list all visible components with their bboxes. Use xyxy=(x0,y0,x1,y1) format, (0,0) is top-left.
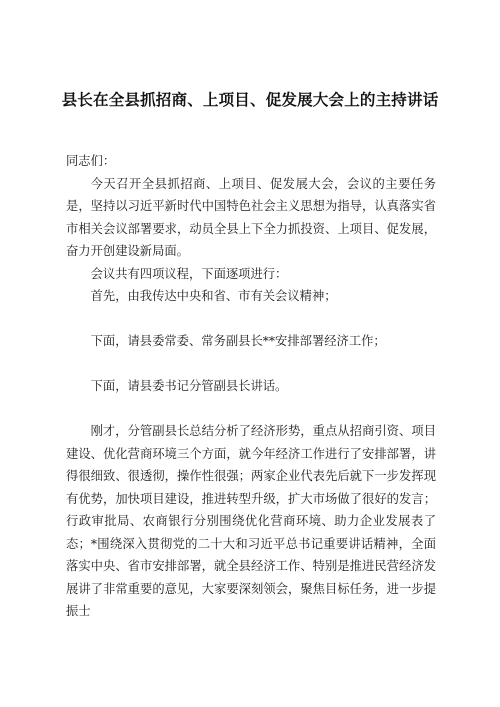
paragraph-intro: 今天召开全县抓招商、上项目、促发展大会，会议的主要任务是，坚持以习近平新时代中国特色社会主义思想为指导，认真落实省市相关会议部署要求，动员全县上下全力抓投资、上项目、促发展，奋力开创建设新局面。 xyxy=(66,176,436,258)
salutation: 同志们： xyxy=(66,154,116,168)
paragraph-item-second: 下面，请县委常委、常务副县长**安排部署经济工作； xyxy=(90,334,386,348)
document-title: 县长在全县抓招商、上项目、促发展大会上的主持讲话 xyxy=(61,91,439,109)
paragraph-agenda: 会议共有四项议程，下面逐项进行： xyxy=(90,266,288,281)
paragraph-summary: 刚才，分管副县长总结分析了经济形势，重点从招商引资、项目建设、优化营商环境三个方面，就今年经济工作进行了安排部署，讲得很细致、很透彻，操作性很强；两家企业代表先后就下一步发挥现有优势，加快项目建设，推进转型升级，扩大市场做了很好的发言；行政审批局、农商银行分别围绕优化营商环境、助力企业发展表了态；*围绕深入贯彻党的二十大和习近平总书记重要讲话精神，全面落实中央、省市安排部署，就全县经济工作、特别是推进民营经济发展讲了非常重要的意见，大家要深刻领会，聚焦目标任务，进一步提振士 xyxy=(66,424,436,618)
paragraph-item-third: 下面，请县委书记分管副县长讲话。 xyxy=(90,379,288,393)
paragraph-item-first: 首先，由我传达中央和省、市有关会议精神； xyxy=(90,289,337,303)
document-body xyxy=(66,150,436,623)
